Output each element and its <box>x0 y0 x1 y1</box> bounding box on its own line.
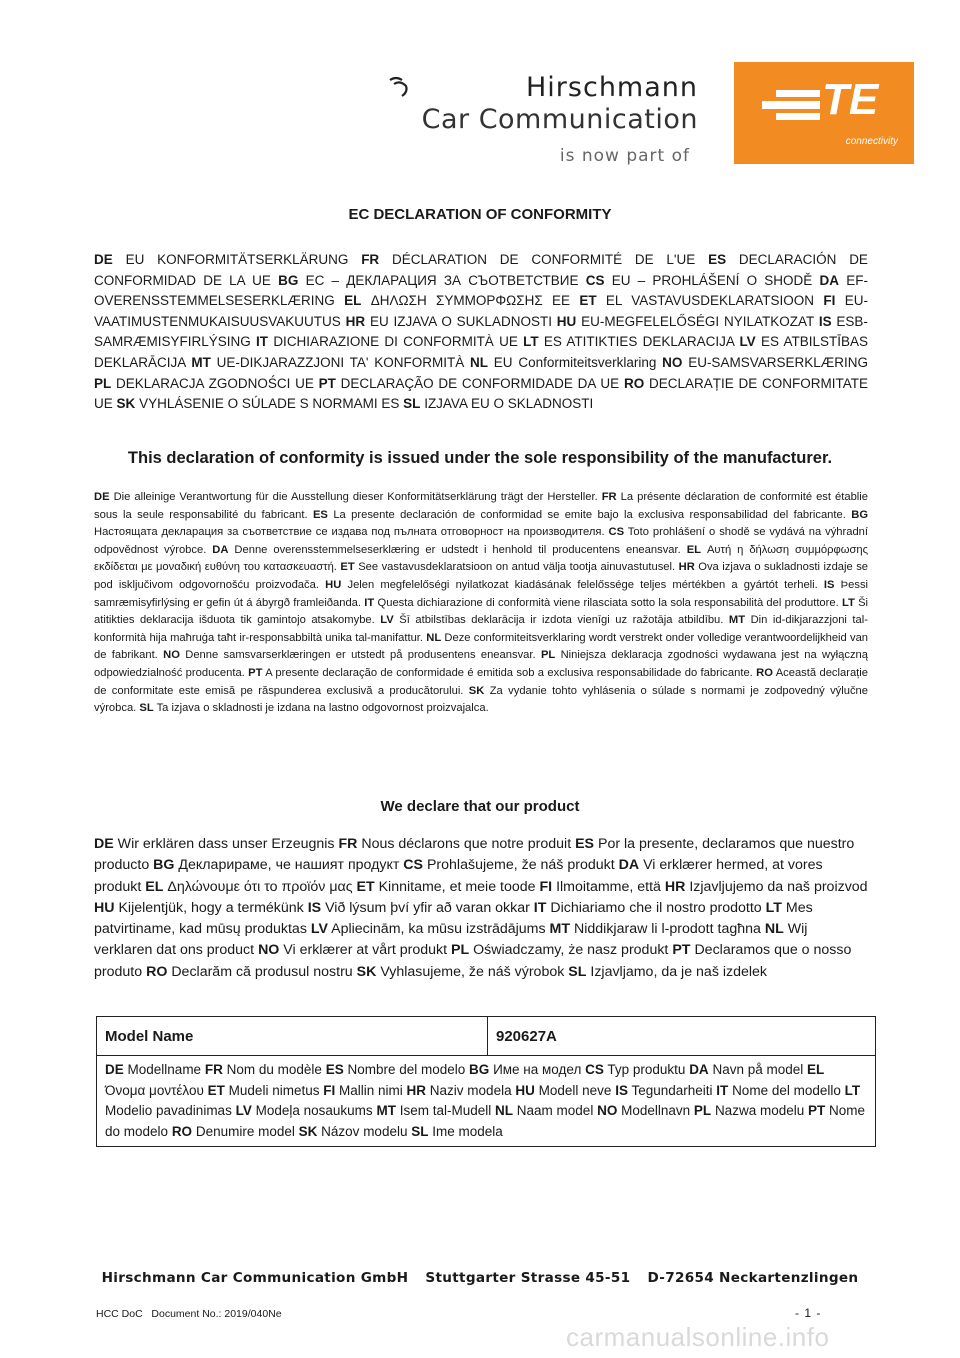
language-code: FI <box>539 878 553 895</box>
translation-text: See vastavusdeklaratsioon on antud välja tootja ainuvastutusel. <box>358 561 676 574</box>
te-bars-icon <box>762 88 822 122</box>
language-code: HR <box>678 561 695 574</box>
translation-text: Apliecinām, ka mūsu izstrādājums <box>331 921 546 938</box>
language-code: HR <box>664 878 686 895</box>
translation-text: Nombre del modelo <box>347 1062 466 1077</box>
translation-text: Kinnitame, et meie toode <box>378 878 536 895</box>
translation-text: Настоящата декларация за съответствие се издава под пълната отговорност на производителя. <box>94 526 605 539</box>
language-code: LV <box>380 614 394 627</box>
translation-text: Nom du modèle <box>226 1062 322 1077</box>
language-code: ES <box>575 836 595 852</box>
model-table-header-row <box>97 1017 876 1056</box>
te-logo-text: TE <box>822 75 879 124</box>
language-code: SL <box>139 702 154 715</box>
language-code: ES <box>708 252 727 267</box>
document-title: EC DECLARATION OF CONFORMITY <box>348 206 612 223</box>
page-number: - 1 - <box>795 1306 822 1320</box>
language-code: IS <box>823 578 835 591</box>
language-code: NO <box>662 354 683 370</box>
translation-text: Denne samsvarserklæringen er utstedt på produsentens eneansvar. <box>185 649 536 662</box>
translation-text: Vi erklærer hermed, at vores produkt <box>94 857 823 895</box>
translation-text: Ilmoitamme, että <box>556 878 661 895</box>
translation-text: ESB-SAMRÆMISYFIRLÝSING <box>94 313 868 350</box>
translation-text: Mallin nimi <box>339 1082 403 1098</box>
translation-text: Nous déclarons que notre produit <box>361 836 572 852</box>
language-code: BG <box>153 857 175 874</box>
translation-text: Modelio pavadinimas <box>105 1103 232 1118</box>
translation-text: EF-OVERENSSTEMMELSESERKLÆRING <box>94 272 868 309</box>
language-code: EL <box>686 543 701 556</box>
translation-text: Við lýsum því yfir að varan okkar <box>325 899 530 916</box>
translation-text: Naam model <box>516 1103 594 1118</box>
watermark: carmanualsonline.info <box>566 1322 830 1352</box>
translation-text: Ime modela <box>432 1123 503 1139</box>
language-code: FI <box>323 1082 336 1098</box>
language-code: LT <box>523 334 539 350</box>
responsibility-heading: This declaration of conformity is issued under the sole responsibility of the manufacturer. <box>127 449 833 467</box>
hirschmann-mark-icon <box>388 76 414 100</box>
language-code: RO <box>146 963 168 980</box>
translation-text: Ši atitikties deklaracija išduota tik gamintojo atsakomybe. <box>94 596 869 627</box>
translation-text: Kijelentjük, hogy a termékünk <box>118 899 304 916</box>
language-code: MT <box>728 614 746 627</box>
translation-text: Por la presente, declaramos que nuestro producto <box>94 836 855 874</box>
language-code: LT <box>841 596 855 609</box>
language-code: MT <box>376 1103 396 1118</box>
translation-text: Naziv modela <box>429 1082 512 1098</box>
translation-text: EU IZJAVA O SUKLADNOSTI <box>369 313 552 329</box>
translation-text: DECLARACIÓN DE CONFORMIDAD DE LA UE <box>94 252 868 288</box>
language-code: EL <box>344 293 362 309</box>
language-code: FI <box>823 293 836 309</box>
language-code: FR <box>601 491 617 503</box>
translation-text: Niniejsza deklaracja zgodności wydawana jest na wyłączną odpowiedzialność producenta. <box>94 649 869 679</box>
language-code: DA <box>819 272 840 288</box>
title-translations <box>94 250 868 415</box>
language-code: SL <box>403 396 421 412</box>
translation-text: Za vydanie tohto vyhlásenia o súlade s normami je zodpovedný výlučne výrobca. <box>94 684 869 715</box>
te-logo-subtitle: connectivity <box>845 136 898 147</box>
translation-text: Die alleinige Verantwortung für die Ausstellung dieser Konformitätserklärung trägt der Hersteller. <box>113 491 598 503</box>
language-code: CS <box>585 272 605 288</box>
language-code: DE <box>94 491 110 503</box>
translation-text: Mudeli nimetus <box>228 1082 320 1098</box>
language-code: FR <box>204 1062 223 1077</box>
translation-text: EU Conformiteitsverklaring <box>493 354 657 370</box>
language-code: DA <box>618 857 640 874</box>
language-code: ES <box>325 1062 344 1077</box>
translation-text: ES ATBILSTĪBAS DEKLARĀCIJA <box>94 334 868 370</box>
language-code: NO <box>163 649 180 662</box>
language-code: SL <box>568 963 587 980</box>
model-table-translations-row <box>97 1056 876 1147</box>
translation-text: Questa dichiarazione di conformità viene rilasciata sotto la sola responsabilità del produttore. <box>377 596 839 609</box>
document-number: HCC DoC Document No.: 2019/040Ne <box>96 1308 282 1320</box>
translation-text: Ova izjava o sukladnosti izdaje se pod isključivom odgovornošću proizvođača. <box>94 561 869 591</box>
responsibility-translations <box>94 489 868 718</box>
translation-text: Ta izjava o skladnosti je izdana na lastno odgovornost proizvajalca. <box>156 702 489 715</box>
language-code: PT <box>808 1103 826 1118</box>
language-code: IT <box>533 899 547 916</box>
language-code: LV <box>310 921 328 938</box>
language-code: BG <box>278 272 299 288</box>
hirschmann-logo <box>398 72 698 136</box>
translation-text: Modeļa nosaukums <box>255 1103 373 1118</box>
translation-text: DECLARAȚIE DE CONFORMITATE UE <box>94 375 868 412</box>
model-name-value: 920627A <box>488 1017 876 1056</box>
language-code: SL <box>411 1123 429 1139</box>
language-code: PL <box>693 1103 712 1118</box>
translation-text: La présente déclaration de conformité est établie sous la seule responsabilité du fabricant. <box>94 491 868 521</box>
language-code: PL <box>540 649 556 662</box>
translation-text: Wir erklären dass unser Erzeugnis <box>117 836 335 852</box>
translation-text: VYHLÁSENIE O SÚLADE S NORMAMI ES <box>139 396 400 412</box>
product-translations <box>94 834 868 983</box>
language-code: PT <box>318 375 336 391</box>
language-code: CS <box>403 857 424 874</box>
translation-text: UE-DIKJARAZZJONI TA' KONFORMITÀ <box>216 354 465 370</box>
language-code: IT <box>364 596 375 609</box>
language-code: HR <box>345 313 366 329</box>
translation-text: Декларираме, че нашият продукт <box>178 857 400 874</box>
translation-text: Deze conformiteitsverklaring wordt verstrekt onder volledige verantwoordelijkheid van de fabrikant. <box>94 631 869 662</box>
language-code: DA <box>689 1062 709 1077</box>
translation-text: Vyhlasujeme, že náš výrobok <box>380 963 565 980</box>
language-code: RO <box>171 1123 193 1139</box>
language-code: MT <box>191 354 211 370</box>
language-code: SK <box>356 963 377 980</box>
translation-text: EL VASTAVUSDEKLARATSIOON <box>605 293 815 309</box>
translation-text: Oświadczamy, że nasz produkt <box>473 942 669 959</box>
translation-text: EU-VAATIMUSTENMUKAISUUSVAKUUTUS <box>94 293 868 329</box>
language-code: LV <box>739 334 756 350</box>
translation-text: Declarăm că produsul nostru <box>171 963 353 980</box>
language-code: CS <box>608 526 625 539</box>
language-code: LT <box>765 899 782 916</box>
language-code: ET <box>356 878 375 895</box>
translation-text: A presente declaração de conformidade é emitida sob a exclusiva responsabilidade do fabricante. <box>265 666 753 679</box>
footer-street: Stuttgarter Strasse 45-51 <box>425 1270 631 1286</box>
language-code: FR <box>338 836 358 852</box>
footer-city: D-72654 Neckartenzlingen <box>647 1270 859 1286</box>
translation-text: EU – PROHLÁŠENÍ O SHODĚ <box>611 272 813 288</box>
translation-text: Wij verklaren dat ons product <box>94 921 808 959</box>
translation-text: EU-MEGFELELŐSÉGI NYILATKOZAT <box>581 313 814 329</box>
translation-text: Nome del modello <box>732 1082 841 1098</box>
translation-text: DICHIARAZIONE DI CONFORMITÀ UE <box>273 334 518 350</box>
language-code: SK <box>298 1123 318 1139</box>
language-code: DE <box>94 836 114 852</box>
translation-text: Αυτή η δήλωση συμμόρφωσης εκδίδεται με μοναδική ευθύνη του κατασκευαστή. <box>94 543 869 574</box>
language-code: NO <box>258 942 280 959</box>
translation-text: Isem tal-Mudell <box>399 1103 492 1118</box>
language-code: FR <box>361 252 380 267</box>
translation-text: Dichiariamo che il nostro prodotto <box>550 899 762 916</box>
translation-text: Tegundarheiti <box>631 1082 713 1098</box>
language-code: EL <box>807 1062 825 1077</box>
company-subtitle: Car Communication <box>421 104 698 135</box>
model-name-label: Model Name <box>97 1017 488 1056</box>
translation-text: Niddikjaraw li l-prodott tagħna <box>574 921 761 938</box>
translation-text: Această declarație de conformitate este emisă pe răspunderea exclusivă a producătorului. <box>94 666 868 697</box>
language-code: BG <box>851 508 869 521</box>
translation-text: Όνομα μοντέλου <box>105 1082 204 1098</box>
language-code: SK <box>468 684 485 697</box>
translation-text: Modellname <box>127 1062 202 1077</box>
language-code: RO <box>623 375 645 391</box>
language-code: IT <box>716 1082 729 1098</box>
language-code: NL <box>470 354 489 370</box>
footer-company: Hirschmann Car Communication GmbH <box>101 1270 409 1286</box>
language-code: PT <box>248 666 263 679</box>
translation-text: Názov modelu <box>321 1123 408 1139</box>
language-code: NL <box>426 631 442 644</box>
language-code: RO <box>756 666 773 679</box>
language-code: EL <box>145 878 164 895</box>
translation-text: Šī atbilstības deklarācija ir izdota vienīgi uz ražotāja atbildību. <box>399 614 724 627</box>
language-code: BG <box>469 1062 490 1077</box>
language-code: ES <box>312 508 328 521</box>
language-code: LV <box>235 1103 252 1118</box>
translation-text: La presente declaración de conformidad se emite bajo la exclusiva responsabilidad del fabricante. <box>333 508 846 521</box>
language-code: DE <box>105 1062 124 1077</box>
translation-text: Mes patvirtiname, kad mūsų produktas <box>94 899 813 938</box>
language-code: NL <box>495 1103 514 1118</box>
language-code: HU <box>515 1082 535 1098</box>
translation-text: DECLARAÇÃO DE CONFORMIDADE DA UE <box>340 375 620 391</box>
language-code: MT <box>549 921 571 938</box>
language-code: HU <box>94 899 115 916</box>
translation-text: IZJAVA EU O SKLADNOSTI <box>424 396 594 412</box>
language-code: HU <box>325 578 342 591</box>
language-code: PT <box>672 942 691 959</box>
language-code: DE <box>94 252 113 267</box>
translation-text: EU-SAMSVARSERKLÆRING <box>688 354 868 370</box>
translation-text: Typ produktu <box>607 1062 686 1077</box>
language-code: SK <box>116 396 136 412</box>
translation-text: EU KONFORMITÄTSERKLÄRUNG <box>125 252 349 267</box>
translation-text: Prohlašujeme, že náš produkt <box>426 857 615 874</box>
language-code: NO <box>597 1103 618 1118</box>
translation-text: Din id-dikjarazzjoni tal-konformità hija maħruġa taħt ir-responsabbiltà unika tal-manifattur. <box>94 614 868 644</box>
language-code: LT <box>844 1082 861 1098</box>
translation-text: ΔΗΛΩΣΗ ΣΥΜΜΟΡΦΩΣΗΣ ΕΕ <box>370 293 570 309</box>
translation-text: Toto prohlášení o shodě se vydává na výhradní odpovědnost výrobce. <box>94 526 869 556</box>
language-code: IS <box>307 899 322 916</box>
translation-text: Δηλώνουμε ότι το προϊόν μας <box>167 878 353 895</box>
language-code: ET <box>579 293 597 309</box>
product-heading: We declare that our product <box>380 798 580 815</box>
translation-text: Izjavljujemo da naš proizvod <box>689 878 868 895</box>
language-code: IS <box>818 313 832 329</box>
language-code: HR <box>406 1082 427 1098</box>
translation-text: Modell neve <box>538 1082 612 1098</box>
translation-text: Þessi samræmisyfirlýsing er gefin út á ábyrgð framleiðanda. <box>94 578 869 609</box>
footer-address <box>0 1270 960 1286</box>
language-code: DA <box>212 543 229 556</box>
translation-text: Navn på model <box>712 1062 804 1077</box>
translation-text: DÉCLARATION DE CONFORMITÉ DE L'UE <box>391 252 696 267</box>
translation-text: ЕС – ДЕКЛАРАЦИЯ ЗА СЪОТВЕТСТВИЕ <box>305 272 579 288</box>
translation-text: Vi erklærer at vårt produkt <box>283 942 448 959</box>
language-code: HU <box>556 313 577 329</box>
model-table <box>96 1016 876 1147</box>
translation-text: Nome do modelo <box>105 1103 866 1139</box>
language-code: PL <box>451 942 470 959</box>
company-name: Hirschmann <box>526 72 698 103</box>
translation-text: Jelen megfelelőségi nyilatkozat kiadásának felelőssége teljes mértékben a gyártót terheli. <box>347 578 818 591</box>
te-connectivity-logo <box>734 62 914 164</box>
language-code: NL <box>764 921 784 938</box>
language-code: PL <box>94 375 112 391</box>
translation-text: Izjavljamo, da je naš izdelek <box>590 963 768 980</box>
language-code: IS <box>615 1082 628 1098</box>
part-of-text: is now part of <box>559 146 690 166</box>
translation-text: Denne overensstemmelseserklæring er udstedt i henhold til producentens eneansvar. <box>234 543 681 556</box>
translation-text: Declaramos que o nosso produto <box>94 942 852 980</box>
translation-text: Modellnavn <box>621 1103 691 1118</box>
translation-text: Nazwa modelu <box>714 1103 805 1118</box>
translation-text: ES ATITIKTIES DEKLARACIJA <box>543 334 735 350</box>
translation-text: Име на модел <box>493 1062 582 1077</box>
translation-text: Denumire model <box>195 1123 295 1139</box>
language-code: ET <box>207 1082 225 1098</box>
language-code: ET <box>340 561 355 574</box>
language-code: IT <box>256 334 269 350</box>
model-name-translations <box>97 1056 876 1147</box>
translation-text: DEKLARACJA ZGODNOŚCI UE <box>116 375 314 391</box>
language-code: CS <box>585 1062 604 1077</box>
